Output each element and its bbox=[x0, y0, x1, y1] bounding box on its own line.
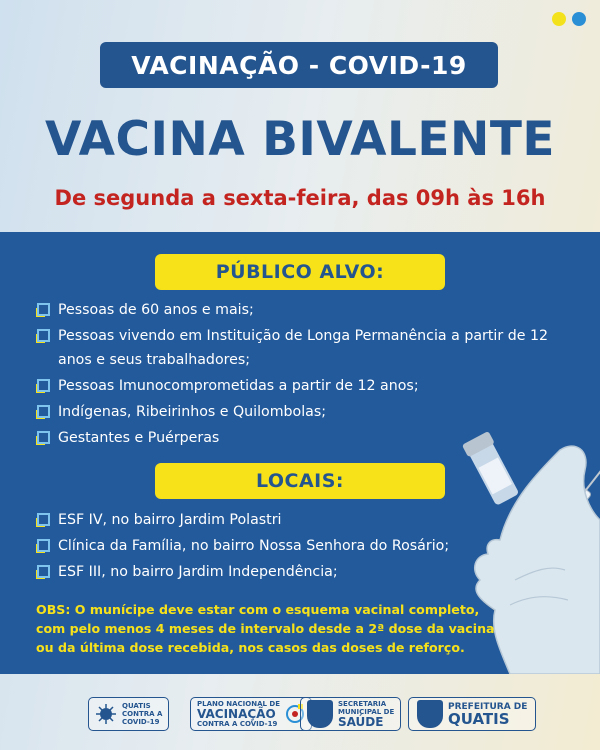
logo-text-line: SECRETARIA bbox=[338, 700, 387, 708]
logo-text-line: MUNICIPAL DE bbox=[338, 708, 395, 716]
list-item-text: Clínica da Família, no bairro Nossa Senhora do Rosário; bbox=[58, 538, 450, 554]
logo-text-line: COVID-19 bbox=[122, 718, 160, 726]
decorative-dots bbox=[552, 12, 586, 26]
list-item bbox=[36, 508, 476, 532]
bullet-square-icon bbox=[36, 405, 50, 419]
plano-vacinacao-logo bbox=[190, 694, 312, 734]
list-item-text: Pessoas de 60 anos e mais; bbox=[58, 302, 254, 318]
list-item bbox=[36, 426, 566, 450]
logo-text-line: SAÚDE bbox=[338, 715, 384, 729]
list-item bbox=[36, 560, 476, 584]
list-item bbox=[36, 374, 566, 398]
bullet-square-icon bbox=[36, 513, 50, 527]
list-item bbox=[36, 534, 476, 558]
list-item bbox=[36, 324, 566, 372]
bullet-square-icon bbox=[36, 565, 50, 579]
list-item-text: ESF IV, no bairro Jardim Polastri bbox=[58, 512, 282, 528]
quatis-contra-covid-logo bbox=[88, 694, 169, 734]
list-item bbox=[36, 298, 566, 322]
bullet-square-icon bbox=[36, 329, 50, 343]
list-item-text: Pessoas Imunocomprometidas a partir de 12 anos; bbox=[58, 378, 419, 394]
list-item-text: Gestantes e Puérperas bbox=[58, 430, 220, 446]
locais-heading: LOCAIS: bbox=[155, 463, 445, 499]
logo-text-line: PREFEITURA DE bbox=[448, 701, 528, 712]
yellow-dot-icon bbox=[552, 12, 566, 26]
logo-text-line: VACINAÇÃO bbox=[197, 707, 276, 721]
logo-text-line: QUATIS bbox=[448, 709, 510, 728]
bullet-square-icon bbox=[36, 379, 50, 393]
obs-note: OBS: O munícipe deve estar com o esquema vacinal completo, com pelo menos 4 meses de intervalo desde a 2ª dose da vacina ou da última dose recebida, nos casos das doses de reforço. bbox=[36, 602, 495, 655]
bullet-square-icon bbox=[36, 303, 50, 317]
schedule-text: De segunda a sexta-feira, das 09h às 16h bbox=[54, 186, 546, 210]
bullet-square-icon bbox=[36, 539, 50, 553]
publico-alvo-list bbox=[36, 298, 566, 452]
locais-list bbox=[36, 508, 476, 586]
prefeitura-quatis-logo bbox=[408, 694, 536, 734]
logo-text-line: CONTRA A bbox=[122, 710, 163, 718]
footer-logos bbox=[0, 674, 600, 750]
campaign-label: VACINAÇÃO - COVID-19 bbox=[100, 42, 498, 88]
logo-text-line: CONTRA A COVID-19 bbox=[197, 720, 278, 728]
logo-text-line: PLANO NACIONAL DE bbox=[197, 700, 280, 708]
secretaria-saude-logo bbox=[300, 694, 401, 734]
bullet-square-icon bbox=[36, 431, 50, 445]
virus-icon bbox=[95, 703, 117, 725]
list-item bbox=[36, 400, 566, 424]
list-item-text: ESF III, no bairro Jardim Independência; bbox=[58, 564, 338, 580]
municipal-seal-icon bbox=[417, 700, 443, 728]
list-item-text: Pessoas vivendo em Instituição de Longa Permanência a partir de 12 anos e seus trabalhadores; bbox=[58, 328, 548, 368]
publico-alvo-heading: PÚBLICO ALVO: bbox=[155, 254, 445, 290]
municipal-seal-icon bbox=[307, 700, 333, 728]
logo-text-line: QUATIS bbox=[122, 702, 151, 710]
blue-dot-icon bbox=[572, 12, 586, 26]
list-item-text: Indígenas, Ribeirinhos e Quilombolas; bbox=[58, 404, 327, 420]
page-title: VACINA BIVALENTE bbox=[44, 112, 556, 167]
